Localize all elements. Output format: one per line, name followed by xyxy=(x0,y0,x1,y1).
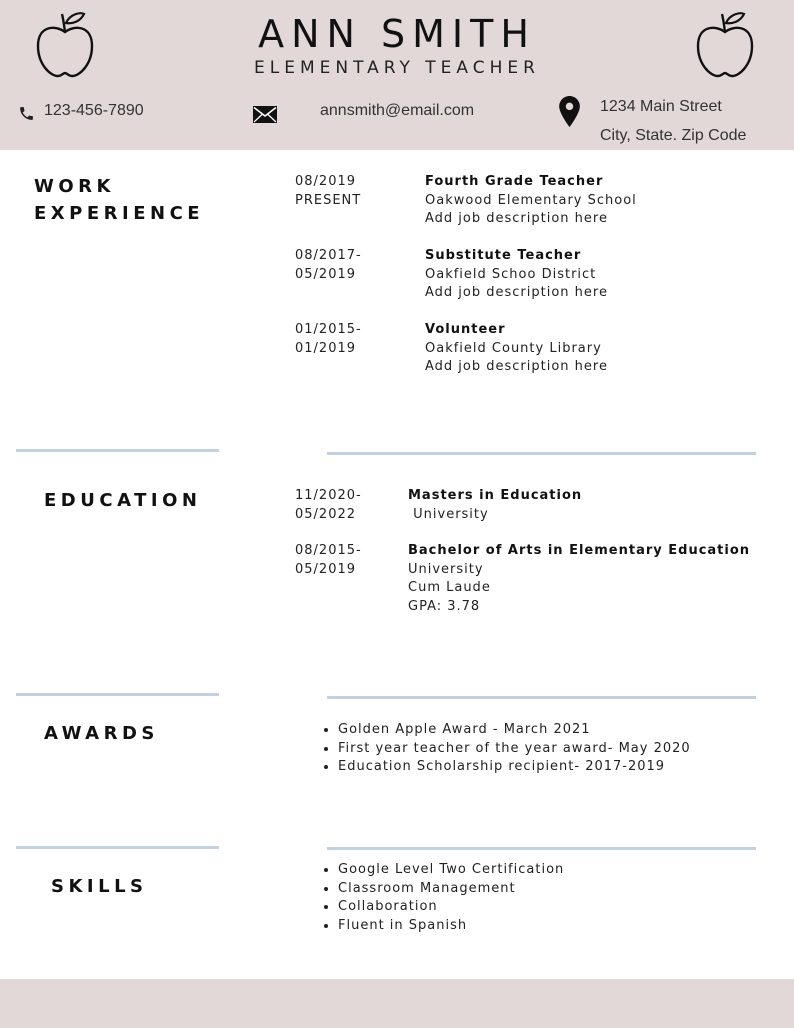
education-detail: University xyxy=(408,506,489,522)
section-title-skills: SKILLS xyxy=(51,876,148,897)
footer-band xyxy=(0,979,794,1028)
section-divider-left xyxy=(16,693,219,696)
address-line-2: City, State. Zip Code xyxy=(600,127,747,144)
job-title: Volunteer xyxy=(425,322,506,337)
job-organization: Oakfield County Library xyxy=(425,340,602,356)
education-detail: GPA: 3.78 xyxy=(408,598,481,614)
list-item: • Google Level Two Certification xyxy=(338,861,564,880)
date-end: 05/2022 xyxy=(295,506,357,522)
section-divider-right xyxy=(327,696,756,699)
list-item: • Education Scholarship recipient- 2017-2019 xyxy=(338,758,691,777)
degree-title: Masters in Education xyxy=(408,488,583,503)
section-divider-left xyxy=(16,449,219,452)
section-title-line: WORK xyxy=(34,176,115,197)
education-entry xyxy=(408,542,750,616)
job-entry xyxy=(425,173,637,229)
job-organization: Oakfield Schoo District xyxy=(425,266,597,282)
person-name: ANN SMITH xyxy=(258,12,536,56)
job-title: Substitute Teacher xyxy=(425,248,582,263)
list-item: • Fluent in Spanish xyxy=(338,917,564,936)
job-dates xyxy=(295,321,362,358)
job-entry xyxy=(425,321,608,377)
section-divider-right xyxy=(327,452,756,455)
job-description: Add job description here xyxy=(425,285,608,300)
list-item: • Golden Apple Award - March 2021 xyxy=(338,721,691,740)
job-entry xyxy=(425,247,608,303)
location-pin-icon xyxy=(559,96,580,127)
date-start: 11/2020- xyxy=(295,488,362,503)
job-description: Add job description here xyxy=(425,211,608,226)
section-divider-right xyxy=(327,847,756,850)
job-dates xyxy=(295,173,361,210)
education-detail: University xyxy=(408,561,484,577)
education-dates xyxy=(295,542,362,579)
job-title: Fourth Grade Teacher xyxy=(425,174,604,189)
address-line-1: 1234 Main Street xyxy=(600,98,722,115)
section-title-work xyxy=(34,173,204,227)
education-entry xyxy=(408,487,582,524)
list-item: • Classroom Management xyxy=(338,880,564,899)
section-title-awards: AWARDS xyxy=(44,723,159,744)
degree-title: Bachelor of Arts in Elementary Education xyxy=(408,543,751,558)
date-start: 08/2019 xyxy=(295,174,357,189)
date-end: 05/2019 xyxy=(295,561,357,577)
list-item: • Collaboration xyxy=(338,898,564,917)
envelope-icon xyxy=(253,106,277,123)
education-detail: Cum Laude xyxy=(408,580,491,595)
email-address: annsmith@email.com xyxy=(320,102,475,119)
section-divider-left xyxy=(16,846,219,849)
date-end: 05/2019 xyxy=(295,266,357,282)
job-organization: Oakwood Elementary School xyxy=(425,192,637,208)
section-title-line: EXPERIENCE xyxy=(34,203,205,224)
list-item: • First year teacher of the year award- May 2020 xyxy=(338,740,691,759)
phone-icon xyxy=(18,105,35,122)
skills-list xyxy=(320,861,564,935)
education-dates xyxy=(295,487,362,524)
date-end: PRESENT xyxy=(295,192,362,208)
awards-list xyxy=(320,721,691,777)
date-end: 01/2019 xyxy=(295,340,357,356)
job-role: ELEMENTARY TEACHER xyxy=(254,58,540,78)
job-dates xyxy=(295,247,362,284)
phone-number: 123-456-7890 xyxy=(44,102,144,119)
date-start: 08/2015- xyxy=(295,543,362,558)
section-title-education: EDUCATION xyxy=(44,490,202,511)
job-description: Add job description here xyxy=(425,359,608,374)
date-start: 08/2017- xyxy=(295,248,362,263)
date-start: 01/2015- xyxy=(295,322,362,337)
